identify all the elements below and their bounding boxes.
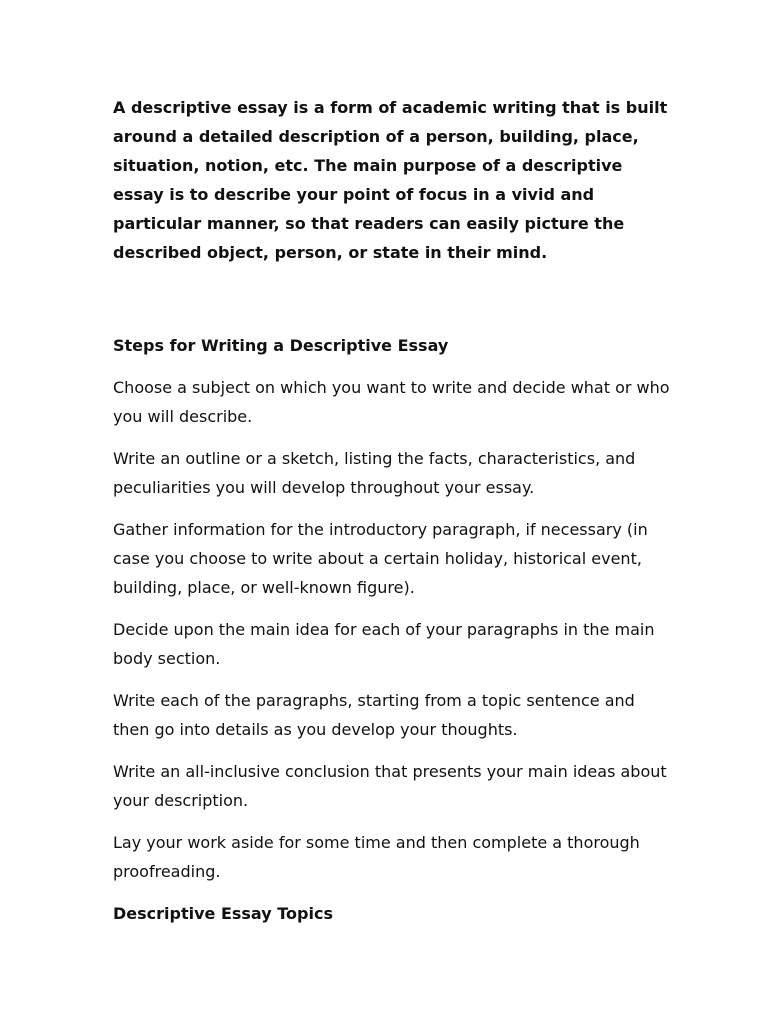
- step-paragraph: Choose a subject on which you want to write and decide what or who you will describe.: [113, 378, 670, 426]
- step-paragraph: Write each of the paragraphs, starting from a topic sentence and then go into details as you develop your thoughts.: [113, 691, 635, 739]
- topics-heading: Descriptive Essay Topics: [113, 904, 333, 923]
- step-paragraph: Write an all-inclusive conclusion that presents your main ideas about your description.: [113, 762, 667, 810]
- step-paragraph: Lay your work aside for some time and then complete a thorough proofreading.: [113, 833, 640, 881]
- document-page: [113, 93, 673, 928]
- step-paragraph: Write an outline or a sketch, listing the facts, characteristics, and peculiarities you will develop throughout your essay.: [113, 449, 636, 497]
- step-paragraph: Decide upon the main idea for each of your paragraphs in the main body section.: [113, 620, 655, 668]
- step-paragraph: Gather information for the introductory paragraph, if necessary (in case you choose to write about a certain holiday, historical event, building, place, or well-known figure).: [113, 520, 648, 597]
- intro-paragraph: A descriptive essay is a form of academic writing that is built around a detailed description of a person, building, place, situation, notion, etc. The main purpose of a descriptive essay is to describe your point of focus in a vivid and particular manner, so that readers can easily picture the described object, person, or state in their mind.: [113, 98, 668, 262]
- steps-list: [113, 373, 673, 886]
- steps-heading: Steps for Writing a Descriptive Essay: [113, 336, 449, 355]
